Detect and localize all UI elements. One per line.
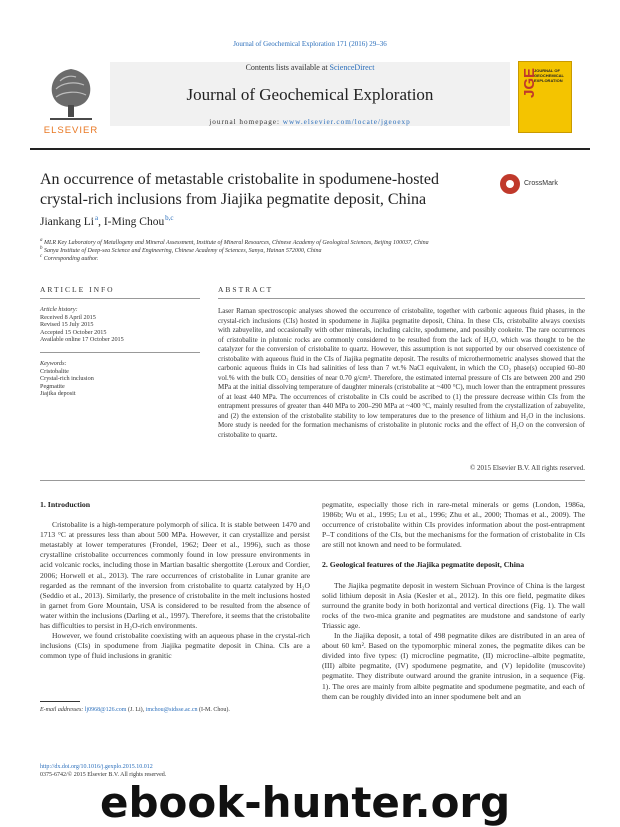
section-divider — [40, 480, 585, 481]
abstract-heading: ABSTRACT — [218, 285, 274, 294]
affiliation: $^b$ Sanya Institute of Deep-sea Science and Engineering, Chinese Academy of Sciences, Sanya, Hainan 572000, China — [40, 246, 322, 254]
keywords: Keywords: Cristobalite Crystal-rich inclusion Pegmatite Jiajika deposit — [40, 360, 94, 398]
paragraph: pegmatite, especially those rich in rare-metal minerals or gems (London, 1986a, 1986b; Wu et al., 1995; Lu et al., 1996; Zhu et al., 2000; Thomas et al., 2009). The occurrence of cristobalite within CIs provides information about the post-entrapment P–T conditions of the CIs, but the mechanisms for the formation of cristobalite in CIs are still not known and need to be formulated. — [322, 500, 585, 550]
email-link[interactable]: imchou@sidsse.ac.cn — [145, 707, 198, 713]
sciencedirect-link[interactable]: ScienceDirect — [329, 63, 375, 72]
article-title: An occurrence of metastable cristobalite in spodumene-hosted crystal-rich inclusions from Jiajika pegmatite deposit, China — [40, 171, 439, 208]
article-history: Article history: Received 8 April 2015 Revised 15 July 2015 Accepted 15 October 2015 Available online 17 October 2015 — [40, 306, 124, 344]
section-heading: 2. Geological features of the Jiajika pegmatite deposit, China — [322, 560, 525, 570]
affiliation: $^c$ Corresponding author. — [40, 254, 99, 262]
journal-homepage: journal homepage: www.elsevier.com/locate/jgeoexp — [209, 118, 411, 126]
affiliation: $^a$ MLR Key Laboratory of Metallogeny and Mineral Assessment, Institute of Mineral Resources, Chinese Academy of Geological Sciences, Beijing 100037, China — [40, 238, 429, 246]
homepage-link[interactable]: www.elsevier.com/locate/jgeoexp — [282, 118, 411, 126]
issn-rights: 0375-6742/© 2015 Elsevier B.V. All rights reserved. — [40, 772, 167, 778]
doi-block — [40, 763, 166, 779]
author-name[interactable]: Jiankang Li — [40, 215, 94, 228]
paragraph: In the Jiajika deposit, a total of 498 pegmatite dikes are distributed in an area of about 60 km². Based on the typomorphic mineral zones, the pegmatite dikes can be divided into five types: (I) microcline pegmatite, (II) microcline–albite pegmatite, (III) albite pegmatite, (IV) spodumene pegmatite, and (V) lepidolite (muscovite) pegmatite. They distribute outward around the granite intrusion, in a sequence (Fig. 1). The ores are mainly from albite pegmatite and spodumene pegmatite, and each of them can be roughly divided into an inner spodumene belt and an — [322, 631, 585, 701]
journal-citation[interactable]: Journal of Geochemical Exploration 171 (2016) 29–36 — [233, 40, 387, 48]
paragraph: Cristobalite is a high-temperature polymorph of silica. It is stable between 1470 and 1713 °C at pressures less than about 500 MPa. However, it can crystallize and persist metastably at lower temperatures (Frondel, 1962; Deer et al., 1996), such as those crystalline cristobalite occurrences commonly found in low pressure environments in acid volcanic rocks, including those in Martian basaltic shergottite (Leroux and Cordier, 2006; Horwell et al., 2013). The rare occurrences of cristobalite in Lunar granite are regarded as the remnant of the inversion from cristobalite to quartz catalyzed by H₂O (Seddio et al., 2013). Similarly, the presence of cristobalite in the melt inclusions hosted in garnet from Gore Mountain, USA is considered to be resulted from the absence of water within the inclusions (Darling et al., 1997). Therefore, it seems that the cristobalite has difficulties to persist in H₂O-rich environments. — [40, 520, 310, 631]
doi-link[interactable]: http://dx.doi.org/10.1016/j.gexplo.2015.10.012 — [40, 764, 153, 770]
affiliation-mark[interactable]: a — [94, 214, 99, 222]
abstract-rule — [218, 298, 585, 299]
watermark: ebook-hunter.org — [100, 778, 511, 827]
section-heading: 1. Introduction — [40, 500, 91, 509]
journal-name: Journal of Geochemical Exploration — [186, 85, 434, 104]
paragraph: However, we found cristobalite coexisting with an aqueous phase in the crystal-rich inclusions (CIs) in spodumene from Jiajika pegmatite deposit in China. CIs are a common type of fluid inclusions in granitic — [40, 631, 310, 661]
crossmark-label: CrossMark — [524, 180, 558, 187]
author-list: Jiankang Li $^a$, I-Ming Chou $^{b,c}$ — [40, 214, 174, 228]
right-column — [322, 500, 585, 702]
cover-title: JOURNAL OF GEOCHEMICAL EXPLORATION — [534, 68, 564, 83]
crossmark-icon — [500, 174, 520, 194]
article-info-heading: ARTICLE INFO — [40, 285, 115, 294]
abstract-copyright: © 2015 Elsevier B.V. All rights reserved. — [469, 464, 585, 472]
paragraph: The Jiajika pegmatite deposit in western Sichuan Province of China is the largest solid lithium deposit in Asia (Kesler et al., 2012). In this ore field, pegmatite dikes surround the granite body in both horizontal and vertical directions (Fig. 1). The wall rocks of the two-mica granite and pegmatites are mudstone and sandstone of early Triassic age. — [322, 580, 585, 630]
left-column — [40, 500, 310, 661]
elsevier-tree-logo — [40, 61, 102, 123]
contents-line: Contents lists available at ScienceDirect — [245, 63, 375, 72]
journal-header — [30, 55, 590, 139]
article-info-rule — [40, 298, 200, 299]
affiliation-mark[interactable]: b,c — [165, 214, 174, 222]
journal-cover-thumbnail — [518, 61, 572, 133]
publisher-name: ELSEVIER — [43, 125, 99, 136]
article-info-rule — [40, 352, 200, 353]
cover-abbrev: JGE — [521, 68, 538, 99]
email-link[interactable]: lj0968@126.com — [84, 707, 127, 713]
footnote: E-mail addresses: lj0968@126.com (J. Li), imchou@sidsse.ac.cn (I-M. Chou). — [40, 707, 230, 713]
footnote-rule — [40, 701, 80, 702]
crossmark-badge[interactable] — [500, 174, 580, 196]
header-divider — [30, 148, 590, 150]
author-name[interactable]: I-Ming Chou — [103, 215, 165, 228]
abstract-text: Laser Raman spectroscopic analyses showed the occurrence of cristobalite, together with carbonic aqueous fluid phases, in the crystal-rich inclusions (CIs) hosted in spodumene in Jiajika pegmatite deposit, China. In these CIs, cristobalite always coexists with zabuyelite, and occasionally with other minerals, including calcite, spodumene, and possibly cookeite. The rare occurrences of cristobalite in plutonic rocks are commonly considered to be resulted from the lack of H₂O, which was thought to be the catalyzer for the conversion of cristobalite to quartz. However, this assumption is not supported by our observed coexistence of cristobalite with aqueous fluid in the CIs of Jiajika pegmatite deposit. The results of microthermometric analyses showed that the carbonic aqueous fluids in CIs had salinities of less than 7 wt.% NaCl equivalent, in which the CO₂ phase(s) occupied 60–80 vol.% with the bulk CO₂ densities of near 0.70 g/cm³. Therefore, the estimated internal pressure of CIs are between 200 and 290 MPa at the initial dissolving temperature of daughter minerals (cristobalite at ~400 °C), much lower than the entrapment pressures of at least 440 MPa. The occurrences of cristobalite in CIs could be ascribed to (1) the pressure decrease within CIs from the entrapment pressures of greater than 440 MPa to 200–290 MPa at ~400 °C, mainly resulted from the crystallization of zabuyelite, and (2) the extension of the cristobalite stability to low temperatures due to the presence of lithium and H₂O in the inclusions. More study is needed for the formation mechanisms of cristobalite in plutonic rocks and the effect of H₂O on the conversion of cristobalite to quartz. — [218, 307, 585, 439]
